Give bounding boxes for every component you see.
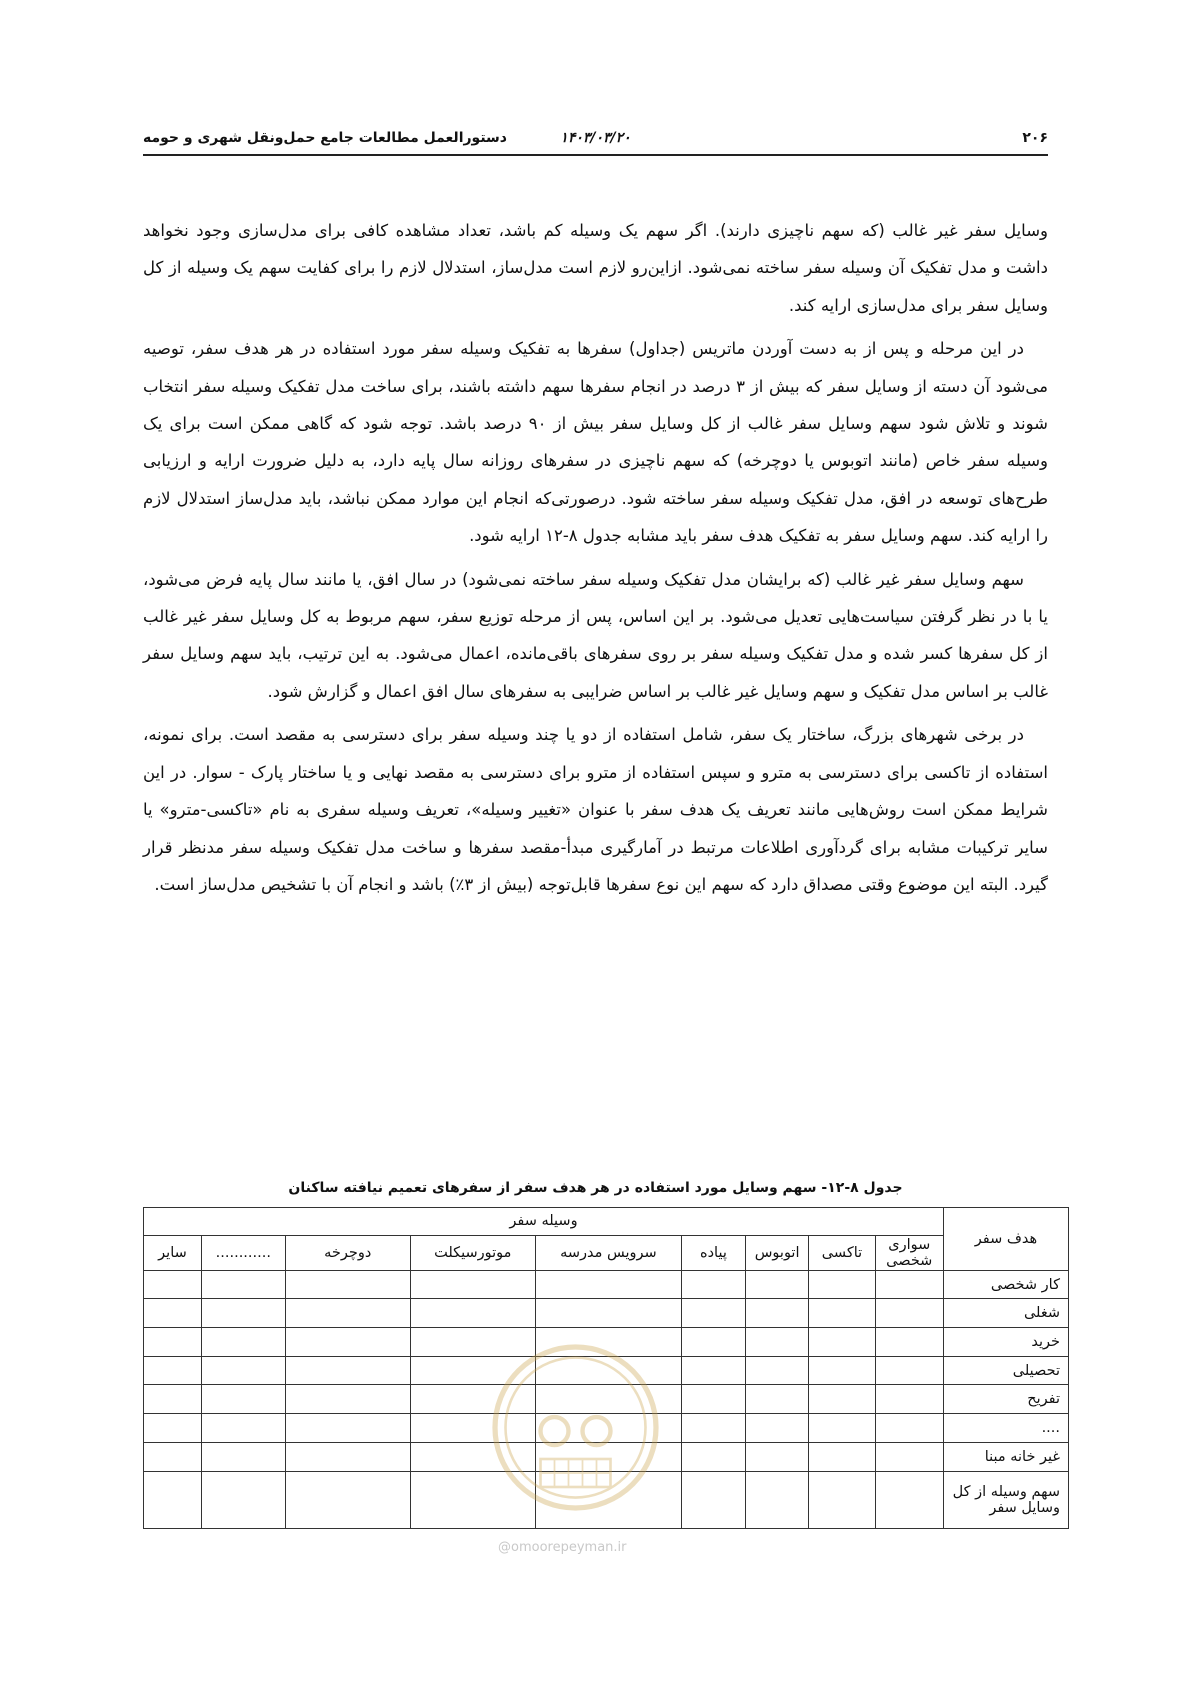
table-row	[144, 1471, 1069, 1529]
table-row	[144, 1328, 1069, 1357]
row-label: تفریح	[943, 1385, 1068, 1414]
table-row	[144, 1442, 1069, 1471]
column-header: تاکسی	[809, 1235, 875, 1270]
row-label: کار شخصی	[943, 1270, 1068, 1299]
table-caption: جدول ۸-۱۲- سهم وسایل مورد استفاده در هر هدف سفر از سفرهای تعمیم نیافته ساکنان	[288, 1180, 903, 1196]
watermark-text: @omoorepeyman.ir	[498, 1540, 627, 1555]
row-header: هدف سفر	[943, 1208, 1068, 1271]
table-row	[144, 1385, 1069, 1414]
row-label: شغلی	[943, 1299, 1068, 1328]
paragraph: در برخی شهرهای بزرگ، ساختار یک سفر، شامل استفاده از دو یا چند وسیله سفر برای دسترسی به مقصد است. برای نمونه، استفاده از تاکسی برای دسترسی به مترو و سپس استفاده از مترو برای دسترسی به مقصد نهایی و یا ساختار پارک - سوار. در این شرایط ممکن است روش‌هایی مانند تعریف یک هدف سفر با عنوان «تغییر وسیله»، تعریف وسیله سفری به نام «تاکسی-مترو» یا سایر ترکیبات مشابه برای گردآوری اطلاعات مرتبط در آمارگیری مبدأ-مقصد سفرها و ساخت مدل تفکیک وسیله سفر مدنظر قرار گیرد. البته این موضوع وقتی مصداق دارد که سهم این نوع سفرها قابل‌توجه (بیش از ۳٪) باشد و انجام آن با تشخیص مدل‌ساز است.	[143, 725, 1048, 894]
paragraph: در این مرحله و پس از به دست آوردن ماتریس (جداول) سفرها به تفکیک وسیله سفر مورد استفاده در هر هدف سفر، توصیه می‌شود آن دسته از وسایل سفر که بیش از ۳ درصد در انجام سفرها سهم داشته باشند، برای ساخت مدل تفکیک وسیله سفر انتخاب شوند و تلاش شود سهم وسایل سفر غالب از کل وسایل سفر بیش از ۹۰ درصد باشد. توجه شود که گاهی ممکن است برای یک وسیله سفر خاص (مانند اتوبوس یا دوچرخه) که سهم ناچیزی در سفرهای روزانه سال پایه دارد، به دلیل ضرورت ارایه و ارزیابی طرح‌های توسعه در افق، مدل تفکیک وسیله سفر ساخته شود. درصورتی‌که انجام این موارد ممکن نباشد، باید مدل‌ساز استدلال لازم را ارایه کند. سهم وسایل سفر به تفکیک هدف سفر باید مشابه جدول ۸-۱۲ ارایه شود.	[143, 339, 1048, 546]
table-row	[144, 1270, 1069, 1299]
column-header: دوچرخه	[285, 1235, 410, 1270]
row-label: غیر خانه مبنا	[943, 1442, 1068, 1471]
row-label: سهم وسیله از کل وسایل سفر	[943, 1471, 1068, 1529]
table-row	[144, 1414, 1069, 1443]
body-text	[143, 212, 1048, 909]
page-number: ۲۰۶	[1022, 130, 1048, 146]
row-label: تحصیلی	[943, 1356, 1068, 1385]
column-header: پیاده	[682, 1235, 746, 1270]
mode-share-table	[143, 1207, 1069, 1529]
row-label: ....	[943, 1414, 1068, 1443]
paragraph: سهم وسایل سفر غیر غالب (که برایشان مدل تفکیک وسیله سفر ساخته نمی‌شود) در سال افق، یا مانند سال پایه فرض می‌شود، یا با در نظر گرفتن سیاست‌هایی تعدیل می‌شود. بر این اساس، پس از مرحله توزیع سفر، سهم مربوط به کل وسایل سفر غیر غالب از کل سفرها کسر شده و مدل تفکیک وسیله سفر بر روی سفرهای باقی‌مانده، اعمال می‌شود. به این ترتیب، باید سهم وسایل سفر غالب بر اساس مدل تفکیک و سهم وسایل غیر غالب بر اساس ضرایبی به سفرهای سال افق اعمال و گزارش شود.	[143, 569, 1048, 701]
column-header: موتورسیکلت	[410, 1235, 535, 1270]
column-header: اتوبوس	[745, 1235, 809, 1270]
column-header: سواری شخصی	[875, 1235, 943, 1270]
paragraph: وسایل سفر غیر غالب (که سهم ناچیزی دارند). اگر سهم یک وسیله کم باشد، تعداد مشاهده کافی برای مدل‌سازی وجود نخواهد داشت و مدل تفکیک آن وسیله سفر ساخته نمی‌شود. ازاین‌رو لازم است مدل‌ساز، استدلال لازم را برای کفایت سهم یک وسیله از کل وسایل سفر برای مدل‌سازی ارایه کند.	[143, 221, 1048, 315]
table-row	[144, 1356, 1069, 1385]
page-header	[143, 128, 1048, 156]
document-title: دستورالعمل مطالعات جامع حمل‌ونقل شهری و حومه	[143, 130, 507, 146]
column-header: سرویس مدرسه	[535, 1235, 681, 1270]
group-header: وسیله سفر	[144, 1208, 944, 1236]
column-header: ............	[201, 1235, 285, 1270]
row-label: خرید	[943, 1328, 1068, 1357]
column-header: سایر	[144, 1235, 202, 1270]
table-row	[144, 1299, 1069, 1328]
header-date: ۱۴۰۳/۰۳/۲۰	[560, 130, 631, 146]
